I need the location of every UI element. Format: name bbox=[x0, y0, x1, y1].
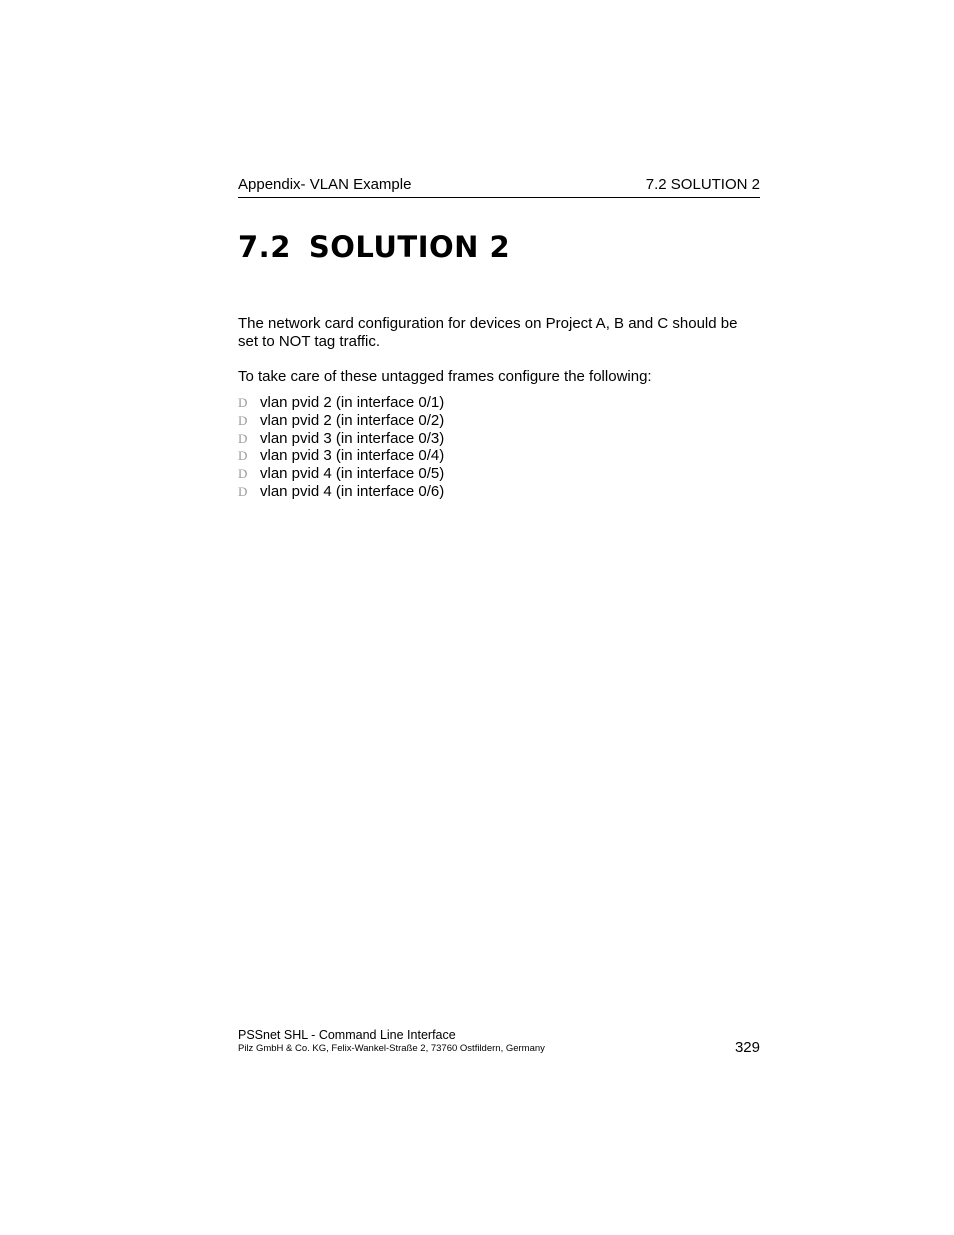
list-item bbox=[238, 412, 444, 430]
list-item-text: vlan pvid 3 (in interface 0/4) bbox=[260, 447, 445, 465]
header-chapter-title: 7.2 SOLUTION 2 bbox=[645, 176, 760, 193]
list-item bbox=[238, 447, 444, 465]
bullet-icon: D bbox=[238, 483, 248, 499]
list-item bbox=[238, 394, 444, 412]
chapter-title bbox=[238, 230, 510, 264]
list-item-text: vlan pvid 4 (in interface 0/5) bbox=[260, 465, 445, 483]
bullet-icon: D bbox=[238, 395, 248, 410]
header-section-title: Appendix- VLAN Example bbox=[238, 176, 412, 193]
intro-paragraph: The network card configuration for devices on Project A, B and C should be set to NOT tag traffic. bbox=[238, 315, 738, 350]
bullet-icon: D bbox=[238, 430, 248, 446]
page-number: 329 bbox=[734, 1039, 760, 1056]
bullet-icon: D bbox=[238, 448, 248, 464]
list-item-text: vlan pvid 2 (in interface 0/1) bbox=[260, 394, 445, 411]
running-header bbox=[238, 175, 760, 198]
list-item-text: vlan pvid 2 (in interface 0/2) bbox=[260, 411, 445, 429]
list-item bbox=[238, 465, 444, 483]
bullet-icon: D bbox=[238, 466, 248, 482]
list-item bbox=[238, 430, 444, 448]
instruction-paragraph: To take care of these untagged frames configure the following: bbox=[238, 368, 652, 385]
list-item-text: vlan pvid 4 (in interface 0/6) bbox=[260, 482, 445, 500]
list-item-text: vlan pvid 3 (in interface 0/3) bbox=[260, 429, 445, 447]
configuration-list bbox=[238, 394, 444, 501]
chapter-title-text: SOLUTION 2 bbox=[308, 230, 511, 264]
footer-document-title: PSSnet SHL - Command Line Interface bbox=[238, 1028, 456, 1042]
bullet-icon: D bbox=[238, 412, 248, 428]
chapter-number: 7.2 bbox=[238, 230, 291, 264]
list-item bbox=[238, 483, 444, 501]
footer-company-address: Pilz GmbH & Co. KG, Felix-Wankel-Straße 2, 73760 Ostfildern, Germany bbox=[238, 1043, 545, 1054]
